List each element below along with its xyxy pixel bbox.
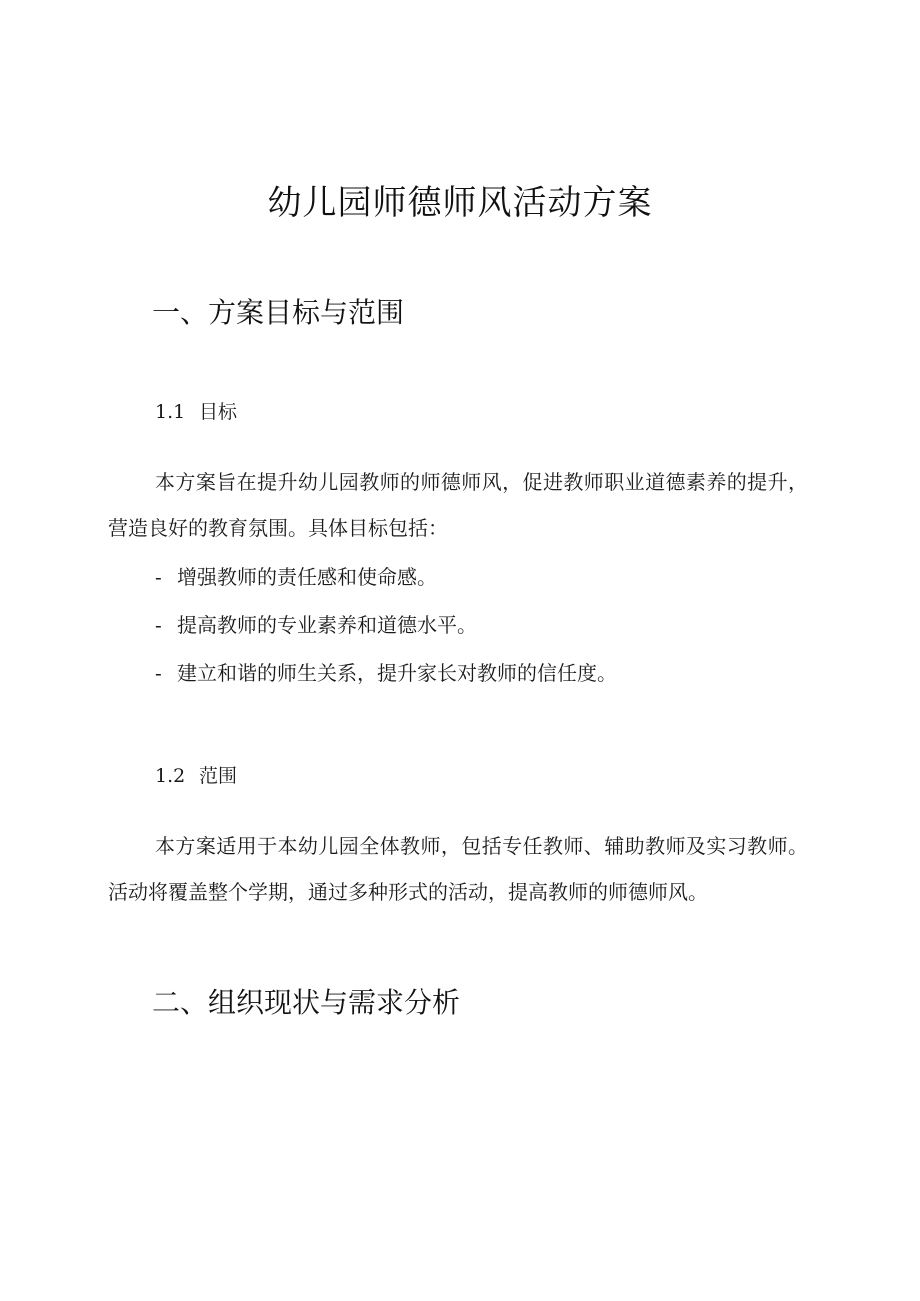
- section-heading-1: 一、方案目标与范围: [152, 296, 405, 329]
- scope-paragraph: 本方案适用于本幼儿园全体教师，包括专任教师、辅助教师及实习教师。活动将覆盖整个学期，通过多种形式的活动，提高教师的师德师风。: [108, 834, 808, 904]
- goal-bullet-item: [155, 658, 617, 688]
- subsection-title: 目标: [199, 401, 238, 423]
- section-heading-2: 二、组织现状与需求分析: [152, 986, 461, 1019]
- bullet-text: 建立和谐的师生关系，提升家长对教师的信任度。: [177, 661, 617, 685]
- subsection-heading-1-2: [155, 762, 237, 790]
- bullet-dash: -: [155, 661, 162, 685]
- subsection-number: 1.1: [155, 401, 186, 423]
- bullet-dash: -: [155, 565, 162, 589]
- subsection-number: 1.2: [155, 765, 186, 787]
- goal-bullet-item: [155, 610, 477, 640]
- goal-bullet-item: [155, 562, 437, 592]
- bullet-text: 提高教师的专业素养和道德水平。: [177, 613, 477, 637]
- subsection-heading-1-1: [155, 398, 237, 426]
- subsection-title: 范围: [199, 765, 238, 787]
- document-title: 幼儿园师德师风活动方案: [267, 183, 653, 223]
- bullet-dash: -: [155, 613, 162, 637]
- goal-paragraph: 本方案旨在提升幼儿园教师的师德师风，促进教师职业道德素养的提升，营造良好的教育氛围。具体目标包括：: [108, 470, 808, 540]
- bullet-text: 增强教师的责任感和使命感。: [177, 565, 437, 589]
